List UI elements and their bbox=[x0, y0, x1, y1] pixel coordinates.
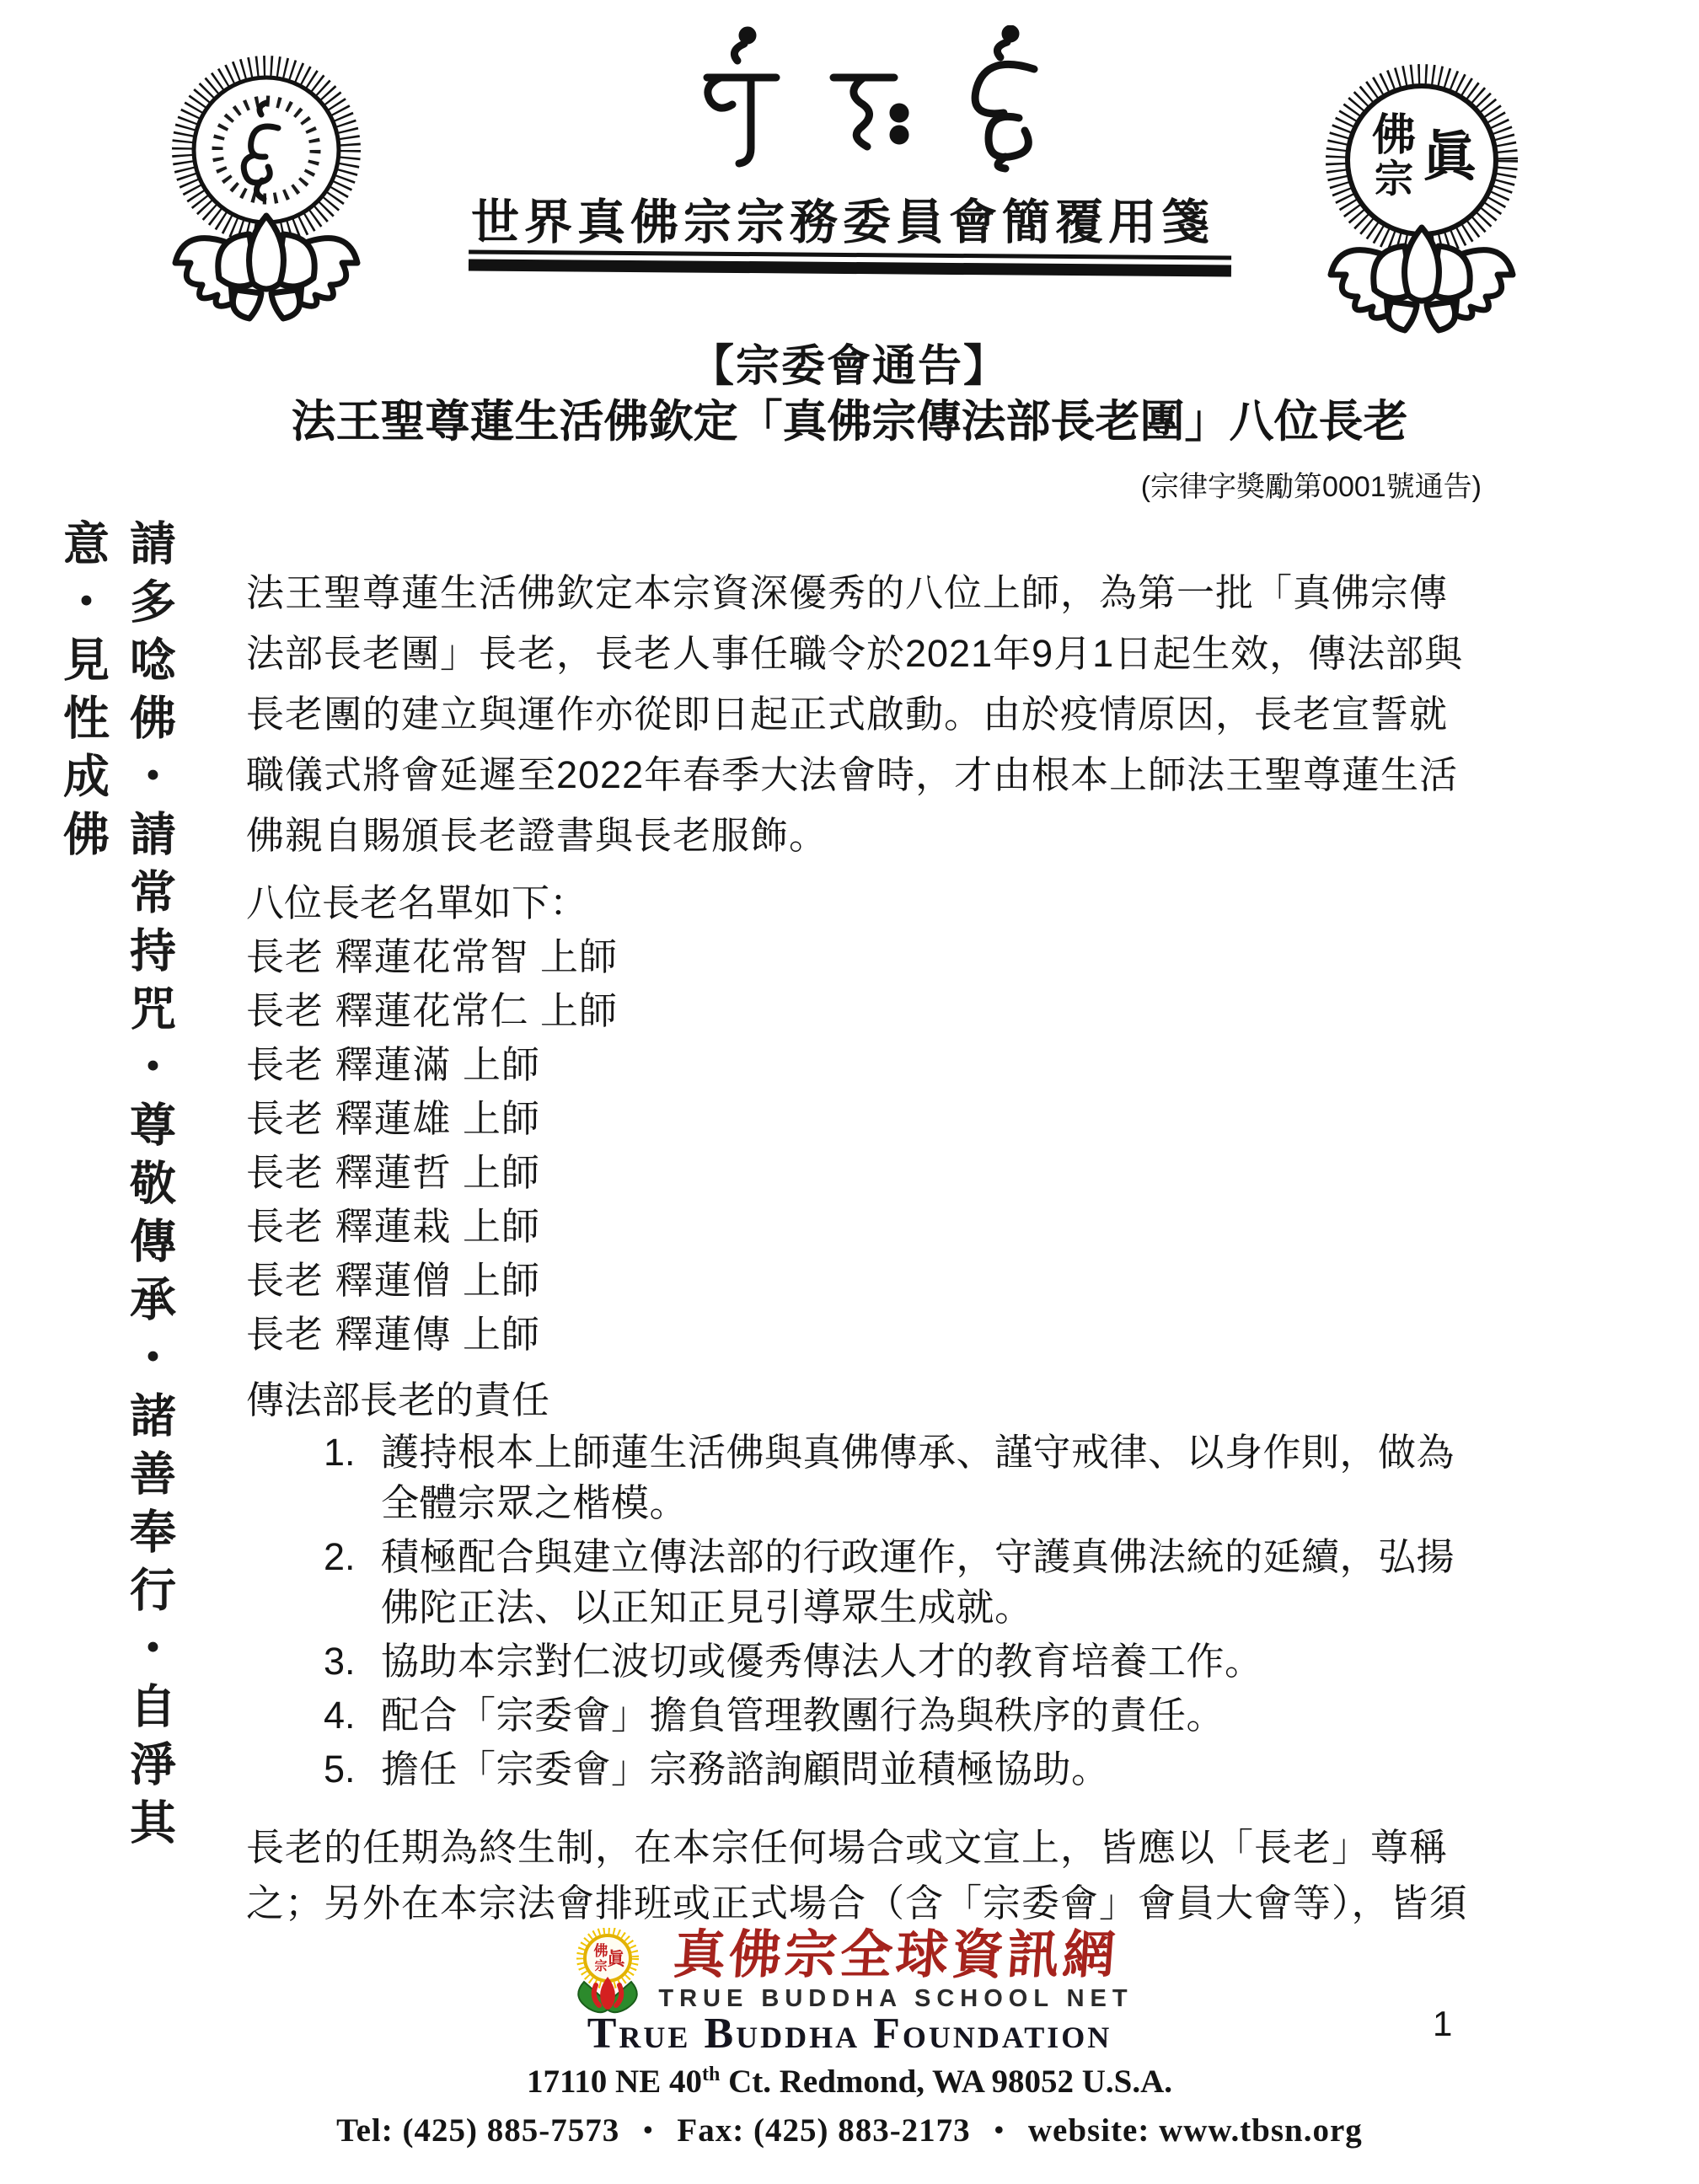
svg-text:宗: 宗 bbox=[594, 1960, 608, 1973]
duties-list bbox=[246, 1427, 1470, 1795]
seal-char-zong: 宗 bbox=[1375, 158, 1413, 201]
duty-text: 擔任「宗委會」宗務諮詢顧問並積極協助。 bbox=[381, 1748, 1110, 1791]
notice-tag: 【宗委會通告】 bbox=[689, 342, 1009, 391]
elder-name: 長老 釋蓮花常仁 上師 bbox=[246, 989, 619, 1032]
website-value: website: www.tbsn.org bbox=[1027, 2112, 1363, 2149]
mantra-wheel-lotus-seal-icon bbox=[160, 51, 372, 326]
duty-number: 2. bbox=[324, 1535, 356, 1578]
duty-number: 4. bbox=[324, 1694, 356, 1737]
vertical-motto: 請多唸佛・請常持咒・尊敬傳承・諸善奉行・自淨其意・見性成佛 bbox=[56, 519, 174, 1856]
paragraph-closing: 長老的任期為終生制，在本宗任何場合或文宣上，皆應以「長老」尊稱之；另外在本宗法會排班或正式場合（含「宗委會」會員大會等），皆須 bbox=[246, 1826, 1468, 1924]
svg-text:佛: 佛 bbox=[593, 1943, 608, 1959]
duty-number: 5. bbox=[324, 1748, 356, 1791]
duty-number: 1. bbox=[324, 1431, 356, 1474]
notice-body bbox=[246, 563, 1470, 1931]
tel-value: Tel: (425) 885-7573 bbox=[336, 2112, 620, 2149]
duty-number: 3. bbox=[324, 1640, 356, 1683]
duty-text: 配合「宗委會」擔負管理教團行為與秩序的責任。 bbox=[381, 1694, 1225, 1737]
elder-name: 長老 釋蓮滿 上師 bbox=[246, 1043, 541, 1086]
bullet-separator: • bbox=[994, 2114, 1005, 2144]
tbsn-name-chinese: 真佛宗全球資訊網 bbox=[671, 1927, 1121, 1984]
tbsn-logo-row bbox=[0, 1928, 1699, 2015]
svg-text:眞: 眞 bbox=[607, 1949, 625, 1969]
contact-line bbox=[0, 2112, 1699, 2149]
double-rule-divider bbox=[469, 249, 1231, 276]
notice-reference-number: (宗律字獎勵第0001號通告) bbox=[1140, 471, 1482, 503]
ordinal-suffix: th bbox=[701, 2064, 721, 2085]
letterhead-title: 世界真佛宗宗務委員會簡覆用箋 bbox=[471, 196, 1214, 249]
duty-text: 積極配合與建立傳法部的行政運作，守護真佛法統的延續，弘揚佛陀正法、以正知正見引導眾生成就。 bbox=[381, 1535, 1455, 1629]
duty-item bbox=[246, 1636, 1470, 1687]
true-buddha-school-lotus-seal-icon bbox=[1311, 57, 1532, 340]
tbsn-emblem-icon bbox=[565, 1928, 650, 2015]
duties-heading: 傳法部長老的責任 bbox=[246, 1378, 550, 1421]
page-number: 1 bbox=[1433, 2004, 1453, 2043]
bullet-separator: • bbox=[643, 2114, 654, 2144]
paragraph-appointment: 法王聖尊蓮生活佛欽定本宗資深優秀的八位上師，為第一批「真佛宗傳法部長老團」長老，長老人事任職令於2021年9月1日起生效，傳法部與長老團的建立與運作亦從即日起正式啟動。由於疫情原因，長老宣誓就職儀式將會延遲至2022年春季大法會時，才由根本上師法王聖尊蓮生活佛親自賜頒長老證書與長老服飾。 bbox=[246, 571, 1464, 857]
tbsn-name-english: TRUE BUDDHA SCHOOL NET bbox=[658, 1985, 1134, 2012]
elder-name: 長老 釋蓮栽 上師 bbox=[246, 1205, 541, 1248]
duty-item bbox=[246, 1532, 1470, 1633]
duty-item bbox=[246, 1744, 1470, 1795]
duty-text: 護持根本上師蓮生活佛與真佛傳承、謹守戒律、以身作則，做為全體宗眾之楷模。 bbox=[381, 1431, 1455, 1524]
elder-name: 長老 釋蓮哲 上師 bbox=[246, 1151, 541, 1194]
elders-list bbox=[246, 930, 1470, 1362]
duty-text: 協助本宗對仁波切或優秀傳法人才的教育培養工作。 bbox=[381, 1640, 1263, 1683]
elders-list-heading: 八位長老名單如下： bbox=[246, 881, 588, 924]
elder-name: 長老 釋蓮雄 上師 bbox=[246, 1097, 541, 1140]
elder-name: 長老 釋蓮花常智 上師 bbox=[246, 935, 619, 978]
elder-name: 長老 釋蓮僧 上師 bbox=[246, 1259, 541, 1302]
seed-syllable-om-ah-hum-icon bbox=[687, 25, 1049, 177]
notice-headline: 法王聖尊蓮生活佛欽定「真佛宗傳法部長老團」八位長老 bbox=[291, 397, 1408, 447]
seal-char-fo: 佛 bbox=[1371, 112, 1417, 160]
fax-value: Fax: (425) 883-2173 bbox=[677, 2112, 971, 2149]
foundation-name: True Buddha Foundation bbox=[587, 2010, 1112, 2058]
duty-item bbox=[246, 1690, 1470, 1741]
elder-name: 長老 釋蓮傳 上師 bbox=[246, 1313, 541, 1356]
seal-char-zhen: 眞 bbox=[1423, 127, 1477, 187]
foundation-address: 17110 NE 40th Ct. Redmond, WA 98052 U.S.A. bbox=[526, 2064, 1173, 2100]
duty-item bbox=[246, 1427, 1470, 1528]
